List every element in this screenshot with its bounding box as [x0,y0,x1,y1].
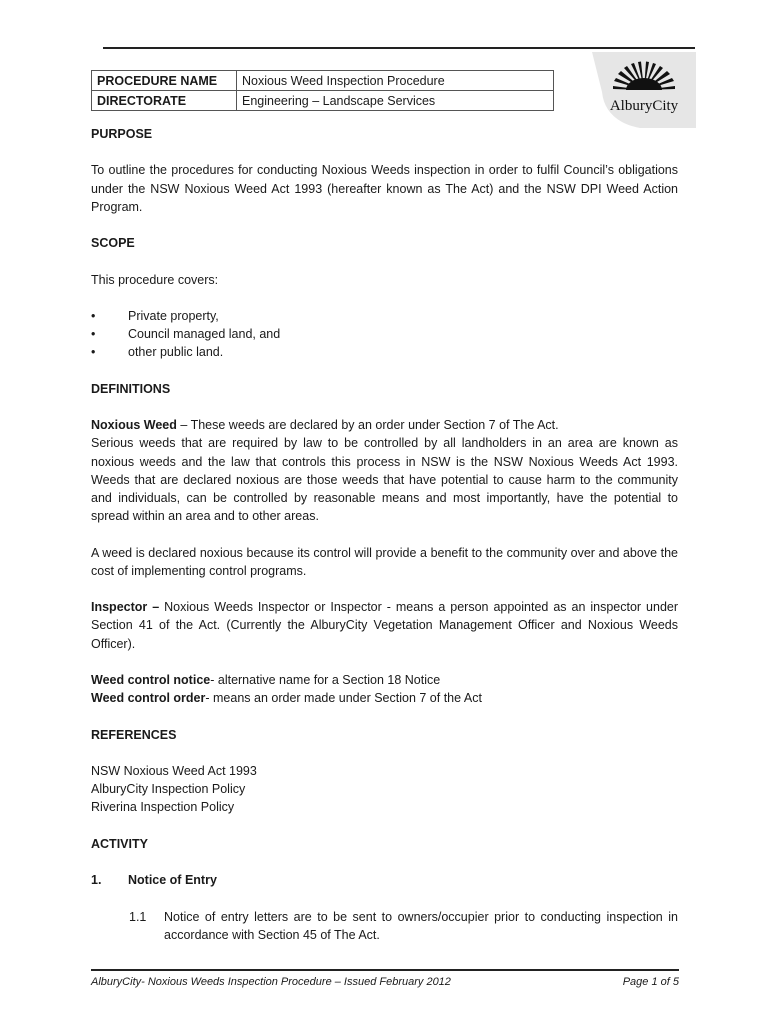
list-item: • Council managed land, and [91,325,678,343]
activity-subsection [91,908,678,944]
procedure-name-label: PROCEDURE NAME [92,71,237,91]
definitions-heading: DEFINITIONS [91,381,171,396]
activity-heading: ACTIVITY [91,836,148,851]
procedure-info-table [91,70,554,111]
weed-control-notice-term: Weed control notice [91,672,211,687]
document-body [91,125,678,944]
noxious-weed-body: Serious weeds that are required by law to be controlled by all landholders in an area are known as noxious weeds and the law that controls this process in NSW is the NSW Noxious Weeds Act 1993. Weeds that are declared noxious are those weeds that have potential to cause harm to the community and individuals, can be controlled by reasonable means and most importantly, have the potential to spread within an area and to other areas. [91,436,678,524]
reference-item: Riverina Inspection Policy [91,800,235,815]
list-item: • Private property, [91,307,678,325]
noxious-weed-definition: Noxious Weed – These weeds are declared by an order under Section 7 of The Act. [91,418,559,433]
references-heading: REFERENCES [91,727,177,742]
sunburst-icon [592,52,696,128]
scope-intro: This procedure covers: [91,272,219,287]
reference-item: AlburyCity Inspection Policy [91,782,246,797]
table-row [92,71,554,91]
page-footer [91,976,679,988]
inspector-definition: Inspector – Noxious Weeds Inspector or Inspector - means a person appointed as an inspector under Section 41 of the Act. (Currently the AlburyCity Vegetation Management Officer and Noxious Weeds Officer). [91,600,679,651]
header-rule [103,47,695,49]
noxious-weed-term: Noxious Weed [91,418,177,433]
reference-item: NSW Noxious Weed Act 1993 [91,763,257,778]
subsection-text: Notice of entry letters are to be sent to owners/occupier prior to conducting inspection in accordance with Section 45 of The Act. [164,909,678,942]
directorate-label: DIRECTORATE [92,91,237,111]
svg-text:AlburyCity: AlburyCity [609,98,679,114]
scope-list [91,307,678,362]
weed-control-order-definition: Weed control order- means an order made under Section 7 of the Act [91,691,482,706]
subsection-number: 1.1 [129,909,147,924]
table-row [92,91,554,111]
directorate-value: Engineering – Landscape Services [237,91,554,111]
scope-heading: SCOPE [91,236,135,251]
procedure-name-value: Noxious Weed Inspection Procedure [237,71,554,91]
activity-section [91,871,678,889]
purpose-heading: PURPOSE [91,127,153,141]
section-number: 1. [91,873,102,888]
declared-noxious-text: A weed is declared noxious because its control will provide a benefit to the community over and above the cost of implementing control programs. [91,545,678,578]
weed-control-order-term: Weed control order [91,691,206,706]
weed-control-notice-definition: Weed control notice- alternative name for a Section 18 Notice [91,672,441,687]
purpose-text: To outline the procedures for conducting Noxious Weeds inspection in order to fulfil Council’s obligations under the NSW Noxious Weed Act 1993 (hereafter known as The Act) and the NSW DPI Weed Action Program. [91,163,678,214]
page-number: Page 1 of 5 [622,976,679,988]
inspector-term: Inspector – [91,600,160,615]
footer-rule [91,969,679,971]
section-title: Notice of Entry [128,873,217,888]
alburycity-logo [592,52,696,128]
footer-title: AlburyCity- Noxious Weeds Inspection Procedure – Issued February 2012 [91,976,451,988]
list-item: • other public land. [91,343,678,361]
